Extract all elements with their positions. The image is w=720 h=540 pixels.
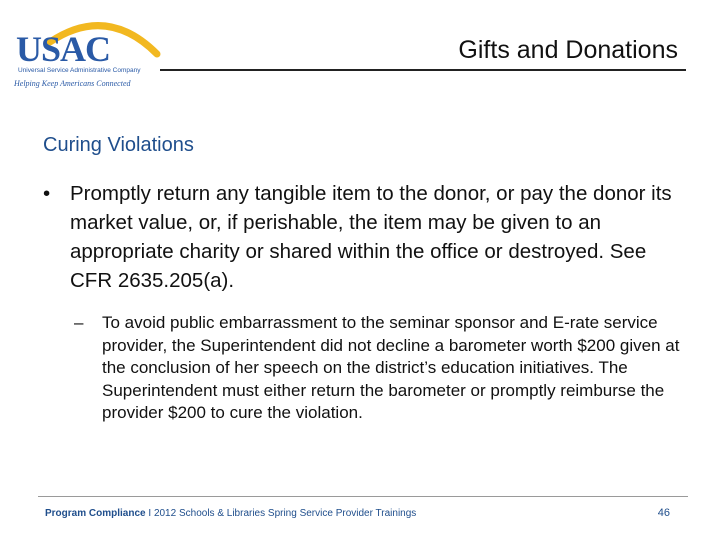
logo-tagline: Helping Keep Americans Connected	[14, 79, 131, 88]
bullet-text: Promptly return any tangible item to the donor, or pay the donor its market value, or, if perishable, the item may be given to an appropriate charity or shared within the office or destroyed. See CFR 2635.205(a).	[70, 182, 672, 292]
footer-event: 2012 Schools & Libraries Spring Service Provider Trainings	[153, 508, 417, 519]
logo-wordmark: USAC	[16, 29, 111, 69]
sub-bullet-mark: –	[74, 313, 84, 332]
footer-program: Program Compliance	[45, 508, 146, 519]
footer-divider	[38, 496, 688, 497]
sub-bullet-text: To avoid public embarrassment to the seminar sponsor and E-rate service provider, the Superintendent did not decline a barometer worth $200 given at the conclusion of her speech on the district’s education initiatives. The Superintendent must either return the barometer or promptly reimburse the provider $200 to cure the violation.	[102, 313, 680, 422]
sub-bullet	[74, 312, 680, 425]
title-divider	[160, 69, 686, 71]
footer-separator: I	[148, 508, 152, 519]
page-number: 46	[657, 507, 670, 519]
usac-logo	[12, 12, 172, 87]
section-heading: Curing Violations	[43, 134, 194, 156]
main-bullet	[43, 179, 673, 295]
bullet-mark: •	[43, 182, 51, 205]
logo-subtitle: Universal Service Administrative Company	[18, 67, 141, 74]
footer-text	[45, 508, 416, 519]
slide-title: Gifts and Donations	[458, 36, 678, 64]
